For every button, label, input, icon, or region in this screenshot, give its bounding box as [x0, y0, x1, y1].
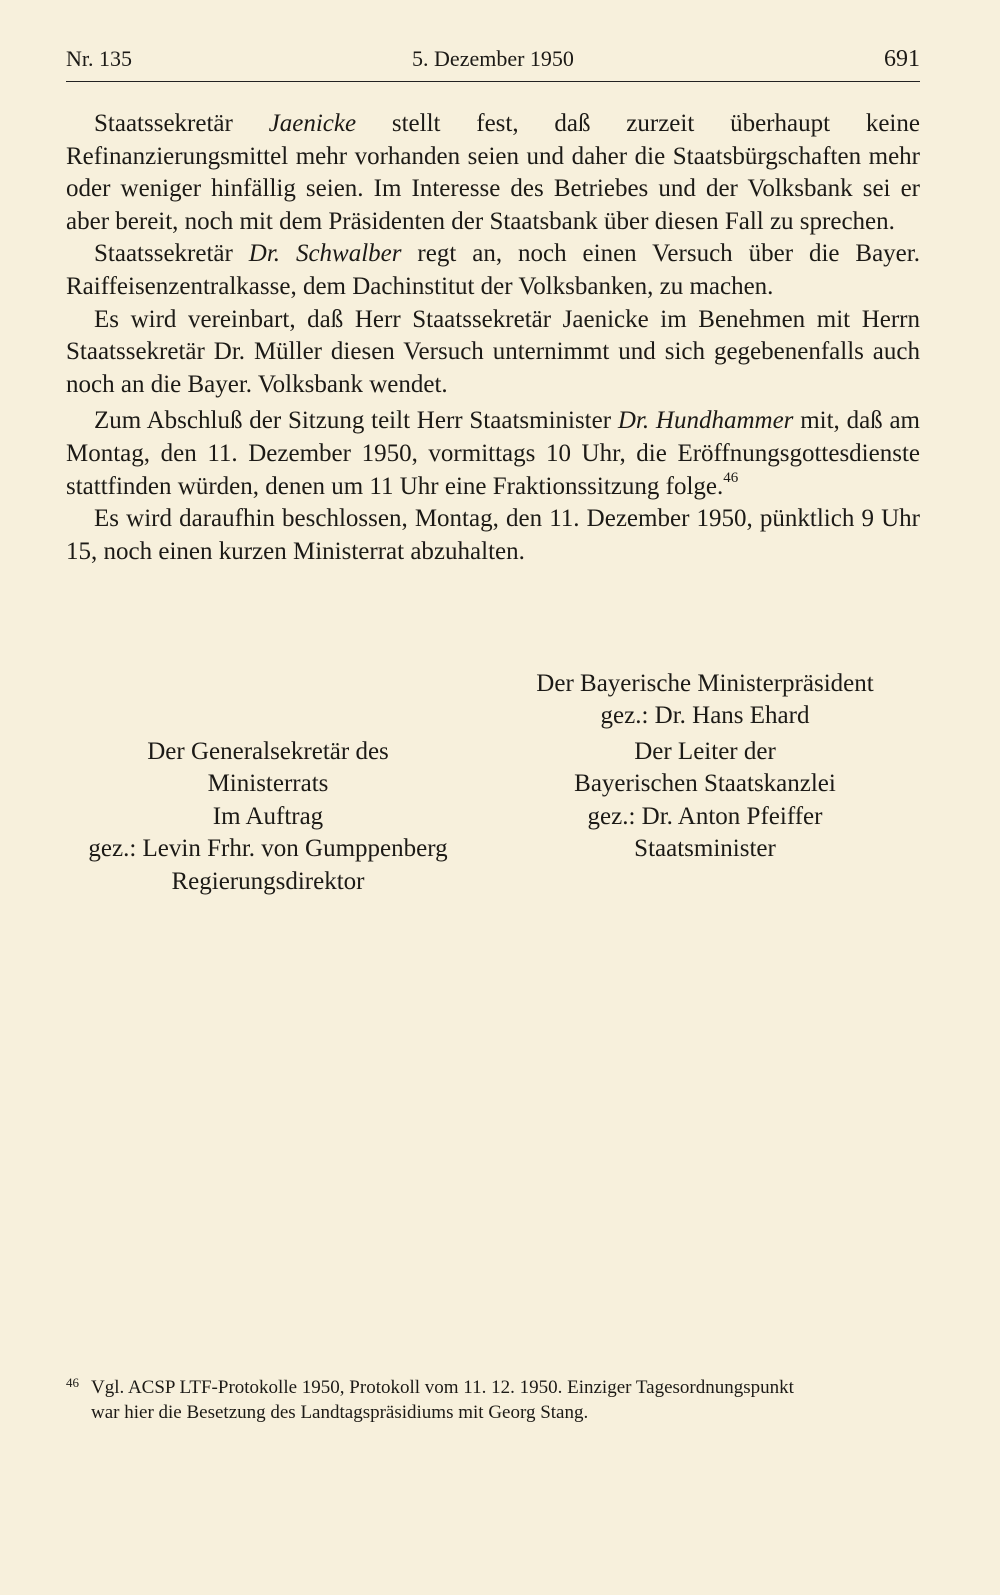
signature-title: Der Bayerische Ministerpräsident	[536, 670, 874, 697]
page-header	[66, 46, 920, 76]
speaker-name: Dr. Schwalber	[248, 240, 402, 268]
footnote-46	[66, 1376, 920, 1425]
signature-title: Der Generalsekretär des	[147, 738, 389, 765]
footnote-text-line2: war hier die Besetzung des Landtagspräsidiums mit Georg Stang.	[91, 1402, 589, 1423]
signature-minister-president	[500, 668, 910, 733]
footnote-number: 46	[66, 1375, 79, 1390]
paragraph-2	[66, 238, 920, 303]
paragraph-1	[66, 108, 920, 238]
document-date: 5. Dezember 1950	[412, 46, 574, 71]
paragraph-3: Es wird vereinbart, daß Herr Staatssekretär Jaenicke im Benehmen mit Herrn Staatssekretär Dr. Müller diesen Versuch unternimmt und sich gegebenenfalls auch noch an die Bayer. Volksbank wendet.	[66, 305, 920, 398]
document-number: Nr. 135	[66, 46, 132, 71]
paragraph-1-text: stellt fest, daß zurzeit überhaupt keine Refinanzierungsmittel mehr vorhanden seien und daher die Staatsbürgschaften mehr oder weniger hinfällig seien. Im Interesse des Betriebes und der Volksbank sei er aber bereit, noch mit dem Präsidenten der Staatsbank über diesen Fall zu sprechen.	[66, 110, 920, 235]
signature-chancellery-head	[530, 736, 880, 866]
paragraph-2-lead: Staatssekretär	[94, 240, 249, 268]
footnote-text-line1: Vgl. ACSP LTF-Protokolle 1950, Protokoll vom 11. 12. 1950. Einziger Tagesordnungspunkt	[91, 1377, 794, 1398]
signature-title-cont: Ministerrats	[207, 770, 329, 798]
footnote-reference: 46	[723, 470, 739, 487]
signature-general-secretary	[68, 736, 468, 898]
page-number: 691	[884, 46, 920, 72]
header-rule	[66, 81, 920, 82]
signature-rank: Staatsminister	[634, 835, 776, 863]
paragraph-5: Es wird daraufhin beschlossen, Montag, den 11. Dezember 1950, pünktlich 9 Uhr 15, noch einen kurzen Ministerrat abzuhalten.	[66, 505, 920, 565]
body-text	[66, 108, 920, 568]
signature-signed: gez.: Levin Frhr. von Gumppenberg	[88, 835, 448, 863]
signature-capacity: Im Auftrag	[212, 802, 324, 830]
paragraph-1-lead: Staatssekretär	[94, 110, 269, 137]
signature-signed: gez.: Dr. Anton Pfeiffer	[587, 802, 823, 830]
speaker-name: Jaenicke	[268, 110, 357, 137]
paragraph-4-text: mit, daß am Montag, den 11. Dezember 1950, vormittags 10 Uhr, die Eröffnungsgottesdienste stattfinden würden, denen um 11 Uhr eine Fraktionssitzung folge.	[66, 407, 921, 500]
paragraph-4-lead: Zum Abschluß der Sitzung teilt Herr Staatsminister	[94, 407, 618, 435]
signature-title-cont: Bayerischen Staatskanzlei	[574, 770, 836, 798]
paragraph-2-text: regt an, noch einen Versuch über die Bayer. Raiffeisenzentralkasse, dem Dachinstitut der Volksbanken, zu machen.	[66, 240, 920, 300]
signature-title: Der Leiter der	[634, 738, 776, 765]
speaker-name: Dr. Hundhammer	[617, 407, 794, 435]
signature-signed: gez.: Dr. Hans Ehard	[600, 702, 810, 730]
signature-rank: Regierungsdirektor	[171, 867, 365, 895]
paragraph-4	[66, 405, 920, 503]
